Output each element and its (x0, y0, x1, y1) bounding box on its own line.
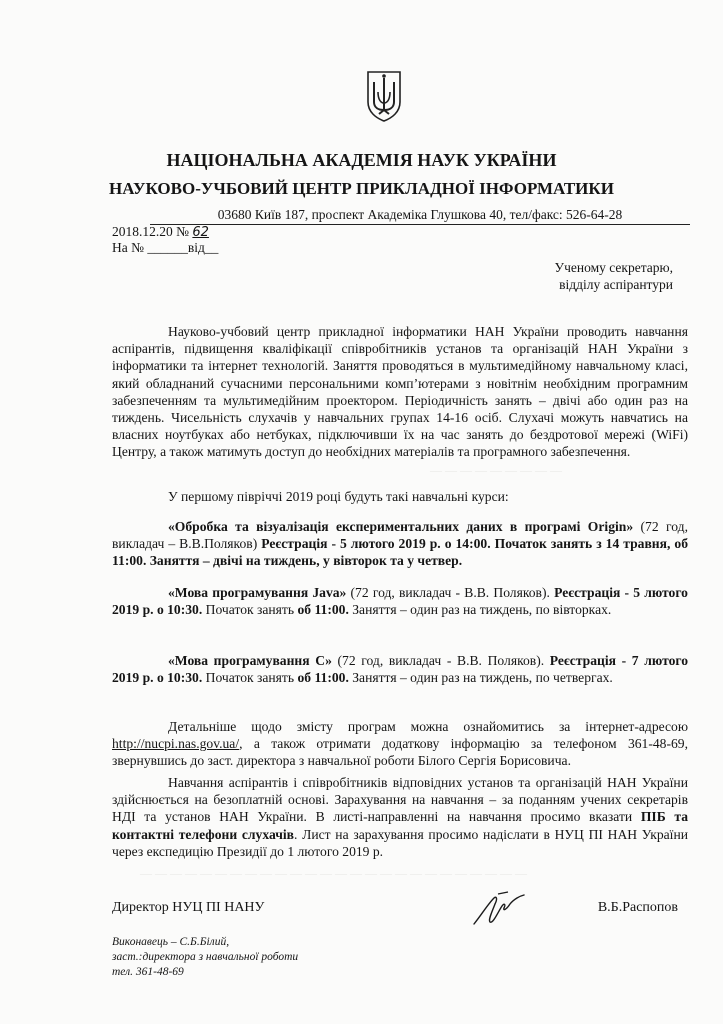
letter-date-number (112, 224, 209, 240)
recipient-line2: відділу аспірантури (559, 277, 673, 292)
signatory-name: В.Б.Распопов (597, 900, 678, 915)
bleed-through-mark: — — — — — — — — — — — — — — — — — — — — — — — — — — (140, 866, 527, 880)
org-address: 03680 Київ 187, проспект Академіка Глушкова 40, тел/факс: 526-64-28 (150, 207, 690, 225)
intro-paragraph: Науково-учбовий центр прикладної інформатики НАН України проводить навчання аспірантів, підвищення кваліфікації співробітників установ та організацій НАН України з інформатики та інтернет технологій. Заняття проводяться в мультимедійному навчальному класі, який обладнаний сучасними персональними комп’ютерами з новітнім необхідним програмним забезпеченням та мультимедійним проектором. Періодичність занять – двічі або один раз на тиждень. Чисельність слухачів у навчальних групах 14-16 осіб. Слухачі можуть навчатись на власних ноутбуках або нетбуках, підключивши їх на час занять до бездротової мережі (WiFi) Центру, а також матимуть доступ до необхідних матеріалів та програмного забезпечення. (112, 324, 688, 460)
course-c (112, 652, 688, 686)
recipient-block (533, 259, 673, 293)
recipient-line1: Ученому секретарю, (554, 260, 673, 275)
enrollment-paragraph (112, 774, 688, 860)
course-java-meta: (72 год, викладач - В.В. Поляков). (346, 585, 555, 600)
letter-date: 2018.12.20 (112, 224, 173, 239)
course-origin (112, 518, 688, 570)
number-sign: № (176, 224, 190, 239)
bleed-through-mark: — — — — — — — — — (430, 463, 562, 477)
course-java-start-pre: Початок занять (202, 602, 298, 618)
handwritten-signature-icon (468, 890, 528, 930)
org-title-line1: НАЦІОНАЛЬНА АКАДЕМІЯ НАУК УКРАЇНИ (166, 150, 557, 170)
coat-of-arms-icon (366, 70, 402, 122)
course-c-schedule: Реєстрація - 7 лютого 2019 р. о 10:30. (112, 653, 688, 686)
course-java-title: «Мова програмування Java» (168, 585, 347, 600)
course-c-meta: (72 год, викладач - В.В. Поляков). (331, 653, 550, 668)
details-text-pre: Детальніше щодо змісту програм можна ознайомитись за інтернет-адресою (168, 719, 688, 734)
course-java-schedule: Реєстрація - 5 лютого 2019 р. о 10:30. (112, 585, 688, 618)
org-title-line2: НАУКОВО-УЧБОВИЙ ЦЕНТР ПРИКЛАДНОЇ ІНФОРМАТИКИ (109, 179, 614, 198)
course-java-start: об 11:00. (297, 602, 349, 618)
signatory-position: Директор НУЦ ПІ НАНУ (112, 900, 265, 915)
course-java-frequency: Заняття – один раз на тиждень, по вівторках. (348, 602, 612, 618)
executor-block (112, 935, 298, 980)
enrollment-text-post: . Лист на зарахування просимо надіслати в НУЦ ПІ НАН України через експедицію Президії до 1 лютого 2019 р. (112, 826, 689, 859)
course-origin-title: «Обробка та візуалізація експериментальних даних в програмі Origin» (168, 519, 634, 534)
course-origin-meta: (72 год, викладач – В.В.Поляков) (112, 519, 688, 552)
course-java (112, 584, 688, 618)
reference-line: На № ______від__ (112, 240, 219, 255)
executor-phone: тел. 361-48-69 (112, 966, 184, 978)
course-c-frequency: Заняття – один раз на тиждень, по четвергах. (348, 670, 613, 686)
executor-line2: заст.:директора з навчальної роботи (112, 951, 299, 963)
courses-intro: У першому півріччі 2019 році будуть такі навчальні курси: (168, 489, 509, 504)
details-paragraph (112, 718, 688, 770)
website-link[interactable]: http://nucpi.nas.gov.ua/ (112, 736, 240, 752)
letter-number: 62 (192, 225, 209, 240)
course-c-title: «Мова програмування С» (168, 653, 332, 668)
details-text-post: , а також отримати додаткову інформацію за телефоном 361-48-69, звернувшись до заст. директора з навчальної роботи Білого Сергія Борисовича. (112, 736, 688, 769)
course-c-start-pre: Початок занять (202, 670, 298, 686)
enrollment-text-pre: Навчання аспірантів і співробітників відповідних установ та організацій НАН України здійснюється на безоплатній основі. Зарахування на навчання – за поданням учених секретарів НДІ та установ НАН України. В листі-направленні на навчання просимо вказати (112, 775, 688, 825)
enrollment-required-fields: ПІБ та контактні телефони слухачів (112, 809, 689, 842)
executor-line1: Виконавець – С.Б.Білий, (112, 936, 230, 948)
course-origin-schedule: Реєстрація - 5 лютого 2019 р. о 14:00. Початок занять з 14 травня, об 11:00. Заняття – двічі на тиждень, у вівторок та у четвер. (112, 536, 688, 569)
course-c-start: об 11:00. (297, 670, 349, 686)
